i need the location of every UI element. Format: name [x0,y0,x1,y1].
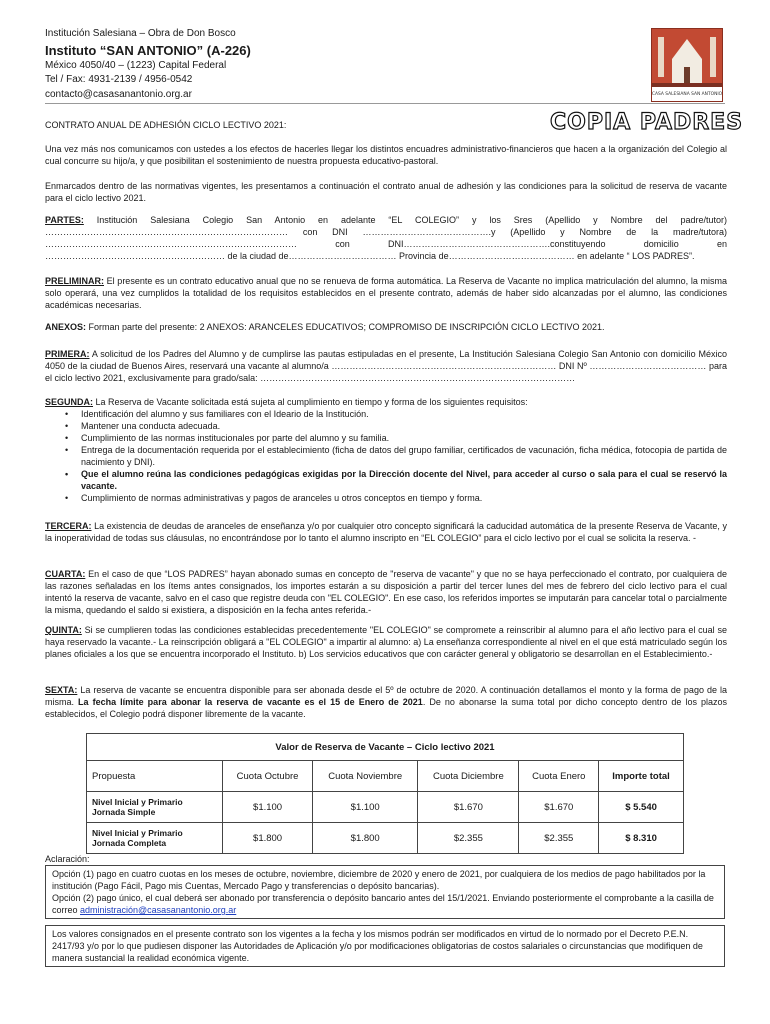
table-cell: $1.670 [418,792,519,823]
table-cell: $1.100 [223,792,313,823]
clause-label: ANEXOS: [45,322,87,332]
school-logo [651,28,723,102]
clarification-label: Aclaración: [45,854,90,864]
clause-quinta [45,624,727,660]
list-item: • Cumplimiento de normas administrativas y pagos de aranceles u otros conceptos en tiempo y forma. [65,492,727,504]
table-row [87,823,684,854]
table-cell: $ 8.310 [599,823,684,854]
table-cell: $2.355 [418,823,519,854]
institute-name: Instituto “SAN ANTONIO” (A-226) [45,42,251,58]
clause-tercera [45,520,727,544]
payment-options-box [45,865,725,919]
clause-label: QUINTA: [45,625,82,635]
list-item: • Entrega de la documentación requerida por el establecimiento (ficha de datos del grupo familiar, certificados de vacunación, ficha médica, fotocopia de partida de nacimiento y DNI). [65,444,727,468]
table-cell: $1.800 [223,823,313,854]
clause-text: Si se cumplieren todas las condiciones establecidas precedentemente "EL COLEGIO" se compromete a reinscribir al alumno para el año lectivo para el cual se haya reservado la vacante.- La reinscripción obligará a "EL COLEGIO" a impartir al alumno: a) La enseñanza correspondiente al nivel en el que está matriculado según los planes oficiales a los que se encuentra incorporado el Instituto. b) Los servicios educativos que con carácter general y obligatorio se desarrollan en el Establecimiento.- [45,625,727,659]
clause-anexos [45,321,727,333]
address-line: México 4050/40 – (1223) Capital Federal [45,59,227,71]
clause-cuarta [45,568,727,616]
clause-text: La reserva de vacante se encuentra disponible para ser abonada desde el 5º de octubre de 2020. A continuación detallamos el monto y la forma de pago de la misma. [45,685,727,707]
clause-segunda [45,396,727,504]
table-cell: $ 5.540 [599,792,684,823]
clause-label: SEGUNDA: [45,397,94,407]
clause-label: CUARTA: [45,569,86,579]
table-header-row [87,761,684,792]
column-header: Propuesta [87,761,223,792]
payment-option-2 [52,892,718,916]
list-item: • Mantener una conducta adecuada. [65,420,727,432]
intro-paragraph-1: Una vez más nos comunicamos con ustedes a los efectos de hacerles llegar los distintos encuadres administrativo-financieros que hacen a la organización del Colegio al cual concurre su hijo/a, y que posibilitan el sostenimiento de nuestra propuesta educativo-pastoral. [45,144,727,166]
clause-label: SEXTA: [45,685,78,695]
intro-paragraph-2: Enmarcados dentro de las normativas vigentes, les presentamos a continuación el contrato anual de adhesión y las condiciones para la solicitud de reserva de vacante para el ciclo lectivo 2021. [45,181,727,203]
phone-line: Tel / Fax: 4931-2139 / 4956-0542 [45,74,193,85]
clause-text: La Reserva de Vacante solicitada está sujeta al cumplimiento en tiempo y forma de los siguientes requisitos: [93,397,528,407]
list-item: • Cumplimiento de las normas institucionales por parte del alumno y su familia. [65,432,727,444]
clause-text: La existencia de deudas de aranceles de enseñanza y/o por cualquier otro concepto significará la caducidad automática de la presente Reserva de Vacante, y la inoperatividad de todas sus cláusulas, no encontrándose por lo tanto el alumno inscripto en “EL COLEGIO” para el ciclo lectivo por el cual se solicita la reserva. - [45,521,727,543]
logo-caption: CASA SALESIANA SAN ANTONIO [652,92,722,97]
copy-label: COPIA PADRES [550,110,744,135]
column-header: Cuota Diciembre [418,761,519,792]
clause-text: En el caso de que “LOS PADRES” hayan abonado sumas en concepto de "reserva de vacante" y que no se haya perfeccionado el contrato, por cualquiera de las razones señaladas en los ítems antes consignados, los importes estarán a su disposición a partir del tercer lunes del mes de febrero del ciclo lectivo para el cual intentó la reserva de vacante, salvo en el caso que registre deuda con "EL COLEGIO". En ese caso, los referidos importes se imputarán para cancelar total o parcialmente la misma, quedando el saldo si existiera, a disposición en la fecha antes referida.- [45,569,727,615]
requirements-list [45,408,727,504]
table-cell: $1.100 [313,792,418,823]
order-line: Institución Salesiana – Obra de Don Bosco [45,28,236,39]
table-cell: $1.670 [519,792,599,823]
clause-text-end: . De no abonarse la suma total por dicho concepto dentro de los plazos establecidos, el Colegio podrá disponer libremente de la vacante. [45,697,728,719]
clause-label: TERCERA: [45,521,92,531]
clause-text: A solicitud de los Padres del Alumno y de cumplirse las pautas estipuladas en el presente, La Institución Salesiana Colegio San Antonio con domicilio México 4050 de la ciudad de Buenos Aires, reservará una vacante al alumno/a ………………………………………………………………… DNI Nº ………………………………… para el ciclo lectivo 2021, exclusivamente para grado/sala: …………………………………………………………………………………………… [45,349,727,383]
deadline-text: La fecha límite para abonar la reserva de vacante es el 15 de Enero de 2021 [78,697,423,707]
final-note-box: Los valores consignados en el presente contrato son los vigentes a la fecha y los mismos podrán ser modificados en virtud de lo normado por el Decreto P.E.N. 2417/93 y/o por lo que pudiesen disponer las Autoridades de Aplicación y/o por modificaciones obligatorias de costos salariales o circunstancias que modifiquen de manera sustancial la realidad económica vigente. [45,925,725,967]
table-cell: Nivel Inicial y Primario Jornada Completa [87,823,223,854]
table-cell: $2.355 [519,823,599,854]
column-header: Cuota Noviembre [313,761,418,792]
contract-title: CONTRATO ANUAL DE ADHESIÓN CICLO LECTIVO 2021: [45,120,287,130]
clause-text: Forman parte del presente: 2 ANEXOS: ARANCELES EDUCATIVOS; COMPROMISO DE INSCRIPCIÓN CICLO LECTIVO 2021. [86,322,605,332]
letterhead [45,27,251,102]
list-item: • Identificación del alumno y sus familiares con el Ideario de la Institución. [65,408,727,420]
table-cell: Nivel Inicial y Primario Jornada Simple [87,792,223,823]
email-line: contacto@casasanantonio.org.ar [45,88,192,100]
clause-preliminar [45,275,727,311]
payment-option-2-text: Opción (2) pago único, el cual deberá ser abonado por transferencia o depósito bancario antes del 15/1/2021. Enviando posteriormente el comprobante a la casilla de correo [52,893,714,915]
clause-label: PRIMERA: [45,349,90,359]
column-header: Importe total [599,761,684,792]
table-caption: Valor de Reserva de Vacante – Ciclo lectivo 2021 [87,734,684,761]
clause-label: PARTES: [45,215,84,225]
column-header: Cuota Octubre [223,761,313,792]
clause-text: El presente es un contrato educativo anual que no se renueva de forma automática. La Reserva de Vacante no implica matriculación del alumno, la misma solo operará, una vez cumplidos la totalidad de los requisitos establecidos en el presente contrato, además de haber sido alcanzadas por el alumno, las condiciones académicas necesarias. [45,276,727,310]
list-item: • Que el alumno reúna las condiciones pedagógicas exigidas por la Dirección docente del Nivel, para acceder al curso o sala para el cual se reservó la vacante. [65,468,727,492]
clause-partes [45,214,727,262]
clause-label: PRELIMINAR: [45,276,104,286]
clause-text: Institución Salesiana Colegio San Antonio en adelante “EL COLEGIO” y los Sres (Apellido y Nombre del padre/tutor) ……………………………………………………………………… con DNI …………………………………….y (Apellido y Nombre de la madre/tutora) ………………………………………………………………………… con DNI………………………………………….constituyendo domicilio en …………………………………………………… de la ciudad de……………………………… Provincia de…………………………………… en adelante “ LOS PADRES”. [45,215,727,261]
reservation-fee-table [86,733,684,854]
admin-email-link[interactable]: administración@casasanantonio.org.ar [80,905,237,915]
header-divider [45,103,725,104]
column-header: Cuota Enero [519,761,599,792]
table-row [87,792,684,823]
clause-primera [45,348,727,384]
payment-option-1: Opción (1) pago en cuatro cuotas en los meses de octubre, noviembre, diciembre de 2020 y enero de 2021, por cualquiera de los medios de pago habilitados por la institución (Pago Fácil, Pago mis Cuentas, Mercado Pago y transferencias o depósito bancarias). [52,869,706,891]
table-cell: $1.800 [313,823,418,854]
clause-sexta [45,684,727,720]
